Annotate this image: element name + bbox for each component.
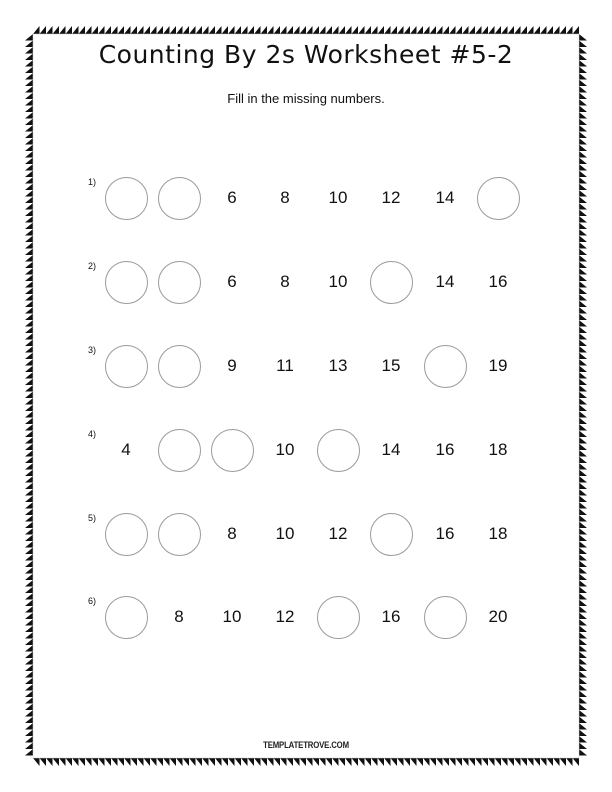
- given-number-cell: [103, 427, 149, 473]
- blank-circle-shape: [105, 513, 148, 556]
- given-number: 8: [280, 188, 290, 207]
- answer-blank-circle[interactable]: [315, 594, 361, 640]
- answer-blank-circle[interactable]: [368, 511, 414, 557]
- given-number-cell: [475, 594, 521, 640]
- given-number: 20: [488, 607, 508, 626]
- problem-row: [0, 513, 612, 580]
- problem-number: 6): [88, 596, 97, 606]
- answer-blank-circle[interactable]: [315, 427, 361, 473]
- given-number-cell: [209, 343, 255, 389]
- given-number-cell: [315, 259, 361, 305]
- blank-circle-shape: [158, 345, 201, 388]
- blank-circle-shape: [424, 345, 467, 388]
- answer-blank-circle[interactable]: [156, 511, 202, 557]
- given-number: 12: [328, 524, 348, 543]
- blank-circle-shape: [317, 429, 360, 472]
- given-number-cell: [262, 343, 308, 389]
- given-number: 12: [381, 188, 401, 207]
- problem-number: 3): [88, 345, 97, 355]
- given-number: 12: [275, 607, 295, 626]
- answer-blank-circle[interactable]: [475, 175, 521, 221]
- answer-blank-circle[interactable]: [103, 511, 149, 557]
- given-number-cell: [209, 511, 255, 557]
- blank-circle-shape: [158, 513, 201, 556]
- given-number: 8: [174, 607, 184, 626]
- answer-blank-circle[interactable]: [156, 343, 202, 389]
- given-number-cell: [209, 259, 255, 305]
- given-number-cell: [262, 594, 308, 640]
- problem-row: [0, 345, 612, 412]
- answer-blank-circle[interactable]: [422, 594, 468, 640]
- given-number: 10: [275, 524, 295, 543]
- given-number: 10: [328, 272, 348, 291]
- blank-circle-shape: [477, 177, 520, 220]
- problem-number: 2): [88, 261, 97, 271]
- answer-blank-circle[interactable]: [209, 427, 255, 473]
- given-number: 10: [222, 607, 242, 626]
- blank-circle-shape: [370, 261, 413, 304]
- given-number: 10: [275, 440, 295, 459]
- given-number-cell: [209, 175, 255, 221]
- problem-row: [0, 596, 612, 663]
- site-footer: TEMPLATETROVE.COM: [263, 740, 349, 751]
- given-number-cell: [368, 427, 414, 473]
- given-number-cell: [262, 259, 308, 305]
- given-number-cell: [422, 175, 468, 221]
- given-number: 14: [381, 440, 401, 459]
- blank-circle-shape: [158, 429, 201, 472]
- given-number: 16: [435, 440, 455, 459]
- answer-blank-circle[interactable]: [368, 259, 414, 305]
- problem-row: [0, 261, 612, 328]
- given-number: 18: [488, 524, 508, 543]
- given-number: 8: [280, 272, 290, 291]
- given-number-cell: [209, 594, 255, 640]
- given-number-cell: [315, 175, 361, 221]
- given-number: 16: [435, 524, 455, 543]
- given-number-cell: [368, 343, 414, 389]
- given-number: 4: [121, 440, 131, 459]
- given-number: 11: [276, 356, 294, 375]
- answer-blank-circle[interactable]: [103, 594, 149, 640]
- blank-circle-shape: [105, 345, 148, 388]
- answer-blank-circle[interactable]: [156, 427, 202, 473]
- answer-blank-circle[interactable]: [422, 343, 468, 389]
- answer-blank-circle[interactable]: [103, 343, 149, 389]
- given-number: 14: [435, 188, 455, 207]
- given-number-cell: [422, 259, 468, 305]
- given-number-cell: [368, 594, 414, 640]
- given-number: 6: [227, 188, 237, 207]
- given-number: 9: [227, 356, 237, 375]
- given-number-cell: [475, 427, 521, 473]
- blank-circle-shape: [158, 261, 201, 304]
- given-number-cell: [422, 511, 468, 557]
- problem-number: 5): [88, 513, 97, 523]
- blank-circle-shape: [211, 429, 254, 472]
- given-number-cell: [368, 175, 414, 221]
- problem-row: [0, 177, 612, 244]
- given-number-cell: [262, 175, 308, 221]
- blank-circle-shape: [158, 177, 201, 220]
- given-number: 15: [381, 356, 401, 375]
- given-number: 16: [381, 607, 401, 626]
- given-number: 8: [227, 524, 237, 543]
- blank-circle-shape: [105, 177, 148, 220]
- given-number-cell: [422, 427, 468, 473]
- given-number-cell: [475, 343, 521, 389]
- blank-circle-shape: [317, 596, 360, 639]
- worksheet-title: Counting By 2s Worksheet #5-2: [98, 40, 514, 69]
- answer-blank-circle[interactable]: [156, 259, 202, 305]
- given-number: 10: [328, 188, 348, 207]
- answer-blank-circle[interactable]: [103, 175, 149, 221]
- answer-blank-circle[interactable]: [156, 175, 202, 221]
- problem-row: [0, 429, 612, 496]
- given-number-cell: [262, 511, 308, 557]
- given-number-cell: [262, 427, 308, 473]
- given-number: 16: [488, 272, 508, 291]
- given-number-cell: [475, 511, 521, 557]
- blank-circle-shape: [424, 596, 467, 639]
- problem-number: 1): [88, 177, 97, 187]
- given-number-cell: [315, 511, 361, 557]
- blank-circle-shape: [105, 261, 148, 304]
- given-number: 19: [488, 356, 508, 375]
- instructions-text: Fill in the missing numbers.: [227, 91, 385, 106]
- given-number-cell: [156, 594, 202, 640]
- given-number: 6: [227, 272, 237, 291]
- given-number-cell: [315, 343, 361, 389]
- given-number: 13: [328, 356, 348, 375]
- blank-circle-shape: [370, 513, 413, 556]
- blank-circle-shape: [105, 596, 148, 639]
- problem-number: 4): [88, 429, 97, 439]
- given-number: 14: [435, 272, 455, 291]
- given-number: 18: [488, 440, 508, 459]
- given-number-cell: [475, 259, 521, 305]
- answer-blank-circle[interactable]: [103, 259, 149, 305]
